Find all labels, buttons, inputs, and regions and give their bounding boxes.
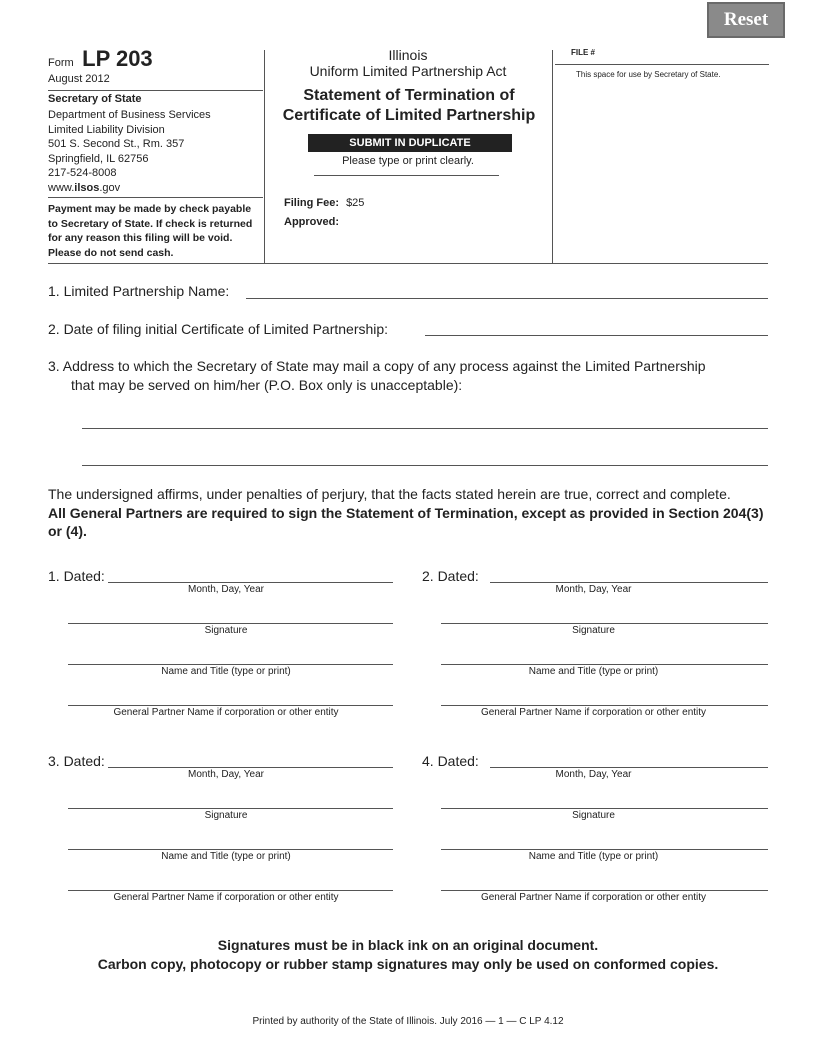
signer-4-signature-field[interactable] xyxy=(441,808,768,809)
reset-button[interactable]: Reset xyxy=(707,2,785,38)
signer-2-signature-caption: Signature xyxy=(572,625,615,636)
signer-3-dated-label: 3. Dated: xyxy=(48,753,105,769)
signer-2-name-title-field[interactable] xyxy=(441,664,768,665)
signer-1-date-field[interactable] xyxy=(108,582,393,583)
signer-1-gp-name-field[interactable] xyxy=(68,705,393,706)
approved-label: Approved: xyxy=(284,216,339,228)
signer-2-name-title-caption: Name and Title (type or print) xyxy=(528,666,659,677)
form-title-2: Certificate of Limited Partnership xyxy=(282,107,536,124)
signer-4-gp-name-caption: General Partner Name if corporation or other entity xyxy=(480,892,707,903)
affirmation-text: The undersigned affirms, under penalties of perjury, that the facts stated herein are true, correct and complete. xyxy=(48,486,731,502)
signer-4-signature-caption: Signature xyxy=(572,810,615,821)
signer-3-date-field[interactable] xyxy=(108,767,393,768)
payment-note: Payment may be made by check payable to Secretary of State. If check is returned for any reason this filing will be void. Please do not send cash. xyxy=(48,203,253,259)
form-title-1: Statement of Termination of xyxy=(303,87,515,104)
office-line: Limited Liability Division xyxy=(48,123,165,136)
signer-3-name-title-caption: Name and Title (type or print) xyxy=(161,851,291,862)
website-link[interactable]: www.ilsos.gov xyxy=(48,181,121,194)
copy-note: Carbon copy, photocopy or rubber stamp signatures may only be used on conformed copies. xyxy=(97,956,719,972)
signer-4-name-title-caption: Name and Title (type or print) xyxy=(528,851,659,862)
act-name: Uniform Limited Partnership Act xyxy=(309,63,507,79)
signer-2-date-caption: Month, Day, Year xyxy=(555,584,632,595)
signer-2-dated-label: 2. Dated: xyxy=(422,568,479,584)
signer-2-signature-field[interactable] xyxy=(441,623,768,624)
filing-fee-value: $25 xyxy=(346,197,365,209)
signer-1-signature-caption: Signature xyxy=(204,625,248,636)
form-prefix: Form xyxy=(48,57,74,69)
office-line: Department of Business Services xyxy=(48,109,211,121)
printed-by-footer: Printed by authority of the State of Illinois. July 2016 — 1 — C LP 4.12 xyxy=(252,1016,564,1027)
filing-fee-label: Filing Fee: xyxy=(284,197,339,209)
form-date: August 2012 xyxy=(48,73,110,85)
office-line: Springfield, IL 62756 xyxy=(48,152,149,165)
signer-1-date-caption: Month, Day, Year xyxy=(188,584,264,595)
sos-use-note: This space for use by Secretary of State. xyxy=(576,70,721,79)
signer-3-signature-field[interactable] xyxy=(68,808,393,809)
signer-4-dated-label: 4. Dated: xyxy=(422,753,479,769)
initial-filing-date-field[interactable] xyxy=(425,335,768,336)
signer-1-signature-field[interactable] xyxy=(68,623,393,624)
address-line-1-field[interactable] xyxy=(82,428,768,429)
signer-3-date-caption: Month, Day, Year xyxy=(188,769,264,780)
address-line-2-field[interactable] xyxy=(82,465,768,466)
signer-3-signature-caption: Signature xyxy=(204,810,248,821)
signer-3-name-title-field[interactable] xyxy=(68,849,393,850)
partnership-name-field[interactable] xyxy=(246,298,768,299)
signer-2-gp-name-field[interactable] xyxy=(441,705,768,706)
print-note: Please type or print clearly. xyxy=(342,155,474,167)
q1-label: 1. Limited Partnership Name: xyxy=(48,283,230,299)
office-line: 217-524-8008 xyxy=(48,167,117,179)
office-title: Secretary of State xyxy=(48,93,142,105)
file-number-label: FILE # xyxy=(571,48,596,57)
signer-4-date-field[interactable] xyxy=(490,767,768,768)
partners-note: All General Partners are required to sign the Statement of Termination, except as provided in Section 204(3) or (4). xyxy=(48,505,764,539)
signer-3-gp-name-field[interactable] xyxy=(68,890,393,891)
filing-fee xyxy=(284,197,364,209)
ink-note: Signatures must be in black ink on an original document. xyxy=(217,937,599,953)
signer-2-date-field[interactable] xyxy=(490,582,768,583)
signer-1-name-title-caption: Name and Title (type or print) xyxy=(161,666,291,677)
signer-4-date-caption: Month, Day, Year xyxy=(555,769,632,780)
signer-1-dated-label: 1. Dated: xyxy=(48,568,105,584)
office-line: 501 S. Second St., Rm. 357 xyxy=(48,138,185,150)
signer-4-gp-name-field[interactable] xyxy=(441,890,768,891)
signer-1-gp-name-caption: General Partner Name if corporation or other entity xyxy=(113,707,339,718)
q3-label-2: that may be served on him/her (P.O. Box only is unacceptable): xyxy=(71,377,463,393)
office-address xyxy=(48,108,211,195)
q3-label-1: 3. Address to which the Secretary of State may mail a copy of any process against the Limited Partnership xyxy=(48,358,706,374)
signer-3-gp-name-caption: General Partner Name if corporation or other entity xyxy=(113,892,339,903)
form-id xyxy=(48,46,153,72)
state-name: Illinois xyxy=(388,47,428,63)
signer-1-name-title-field[interactable] xyxy=(68,664,393,665)
signer-4-name-title-field[interactable] xyxy=(441,849,768,850)
q2-label: 2. Date of filing initial Certificate of Limited Partnership: xyxy=(48,321,389,337)
form-number: LP 203 xyxy=(82,46,153,71)
signer-2-gp-name-caption: General Partner Name if corporation or other entity xyxy=(480,707,707,718)
submit-badge: SUBMIT IN DUPLICATE xyxy=(308,134,512,152)
